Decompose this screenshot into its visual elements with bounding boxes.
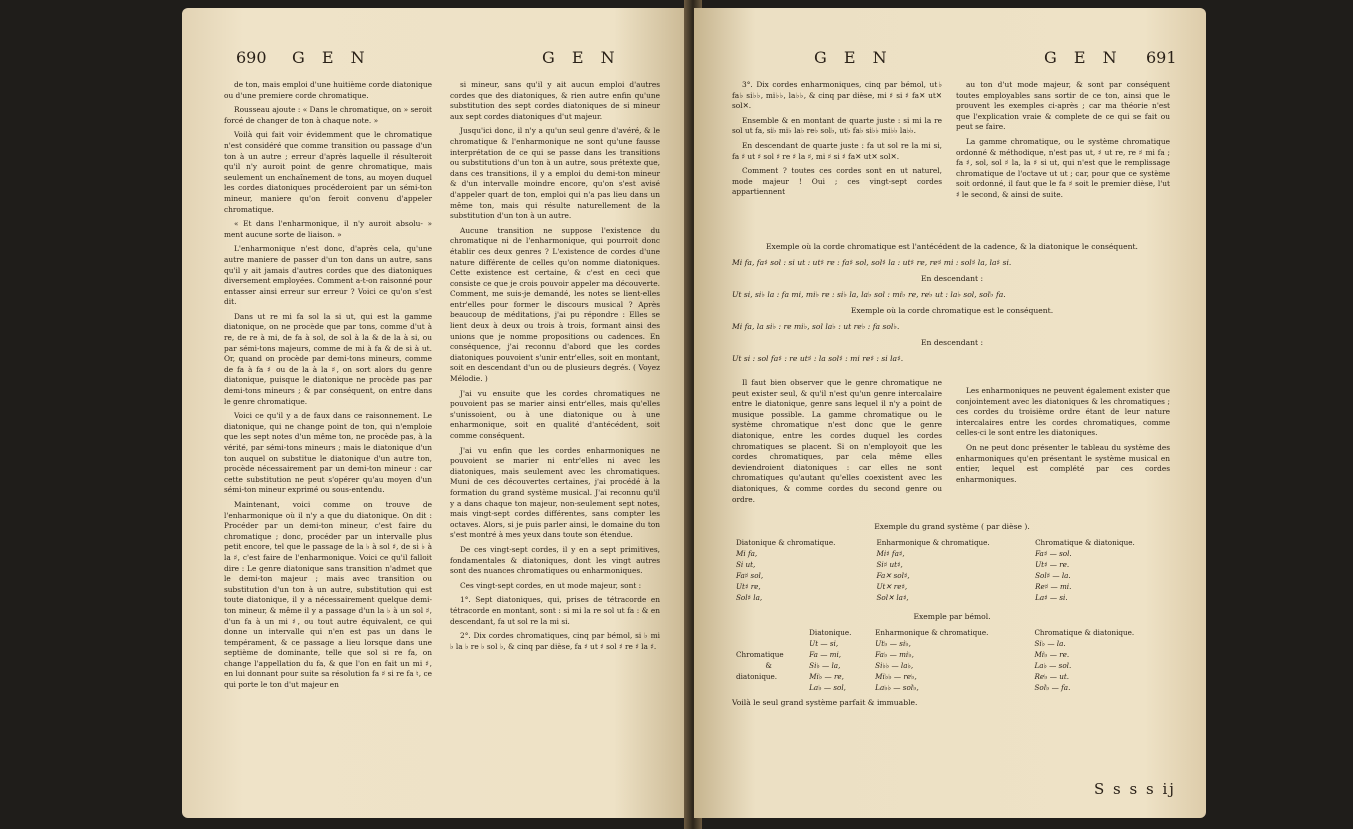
table-cell: Mi♭ — re. <box>1034 650 1070 659</box>
table-header: Chromatique & diatonique. <box>1034 628 1135 637</box>
right-running-head: G E N <box>814 48 893 67</box>
bottom-left-paragraph <box>732 378 942 509</box>
example-3-title: Exemple du grand système ( par dièse ). <box>874 522 1030 531</box>
table-cell: Mi♭♭ — re♭, <box>875 672 917 681</box>
paragraph: 3°. Dix cordes enharmoniques, cinq par bémol, ut♭ fa♭ si♭♭, mi♭♭, la♭♭, & cinq par dièse, mi ♯ si ♯ fa✕ ut✕ sol✕. <box>732 80 942 111</box>
table-cell: Mi fa, <box>736 549 758 558</box>
table-cell: Fa♭ — mi♭, <box>875 650 914 659</box>
example-1-title: Exemple où la corde chromatique est l'antécédent de la cadence, & la diatonique le conséquent. <box>766 242 1138 251</box>
paragraph: Ces vingt-sept cordes, en ut mode majeur, sont : <box>460 580 642 590</box>
table-cell: Si♭ — la, <box>809 661 841 670</box>
paragraph: Ensemble & en montant de quarte juste : si mi la re sol ut fa, si♭ mi♭ la♭ re♭ sol♭, ut♭ fa♭ si♭♭ mi♭♭ la♭♭. <box>732 115 942 136</box>
paragraph: Aucune transition ne suppose l'existence du chromatique ni de l'enharmonique, qui pourroit donc établir ces deux genres ? L'existence de cordes d'une nature différente de celles qu'on nomme diatoniques. Cette existence est certaine, & c'est en ceci que consiste ce que je crois pouvoir appeler ma découverte. Comment, me suis-je demandé, les notes se lient-elles entr'elles pour former le discours musical ? Après beaucoup de méditations, j'ai pu répondre : Elles se lient deux à deux ou trois à trois, formant ainsi des unions que je nomme propositions ou cadences. En conséquence, j'ai reconnu d'abord que les cordes diatoniques pouvoient s'unir entr'elles, soit en montant, soit en descendant d'un ou de plusieurs degrés. ( Voyez Mélodie. ) <box>450 225 660 384</box>
paragraph: Maintenant, voici comme on trouve de l'enharmonique où il n'y a que du diatonique. On dit : Procéder par un demi-ton mineur, c'est faire du chromatique ; donc, procéder par un intervalle plus petit encore, tel que le passage de la ♭ à sol ♯, de si ♭ à la ♯, c'est faire de l'enharmonique. Voici ce qu'il falloit dire : Le genre diatonique sans transition n'admet que le demi-ton majeur ; mais avec transition ou substitution d'un ton à un autre, substitution qui est toute diatonique, il y a nécessairement quelque demi-ton mineur, & même il y a passage d'un la ♭ à un sol ♯, d'un fa à un mi ♯, ou tout autre équivalent, ce qui donne un intervalle qui n'en est pas un dans le tempérament, & ce passage a lieu lorsque dans une septième de dominante, telle que sol si re fa, on change l'appellation du fa, & que l'on en fait un mi ♯, en lui donnant pour suite sa résolution fa ♯ si re fa ♮, ce qui porte le ton d'ut majeur en <box>224 499 432 690</box>
paragraph: 2°. Dix cordes chromatiques, cinq par bémol, si ♭ mi ♭ la ♭ re ♭ sol ♭, & cinq par dièse, fa ♯ ut ♯ sol ♯ re ♯ la ♯. <box>450 631 660 651</box>
table-row <box>732 559 1172 570</box>
closing-line: Voilà le seul grand système parfait & immuable. <box>732 698 918 707</box>
paragraph: « Et dans l'enharmonique, il n'y auroit absolu- » ment aucune sorte de liaison. » <box>224 219 432 239</box>
paragraph: de ton, mais emploi d'une huitième corde diatonique ou d'une premiere corde chromatique. <box>224 80 432 100</box>
table-cell: Re♯ — mi. <box>1035 582 1072 591</box>
side-label: Chromatique & diatonique. <box>736 650 784 681</box>
example-2-desc: En descendant : <box>920 338 984 347</box>
paragraph: Dans ut re mi fa sol la si ut, qui est la gamme diatonique, on ne procède que par tons, comme d'ut à re, de re à mi, de fa à sol, de sol à la & de la à si, ou par sémi-tons majeurs, comme de mi à fa & de si à ut. Or, quand on procède par demi-tons mineurs, comme de fa à fa ♯ ou de la à la ♯, on sort alors du genre diatonique, puisque le diatonique ne procède pas par demi-tons mineurs ; & par conséquent, on entre dans le genre chromatique. <box>224 311 432 406</box>
paragraph: L'enharmonique n'est donc, d'après cela, qu'une autre maniere de passer d'un ton dans un autre, sans qu'il y ait jamais d'autres cordes que des diatoniques diversement employées. Comment a-t-on raisonné pour entasser ainsi erreur sur erreur ? Voici ce qu'on s'est dit. <box>224 244 432 307</box>
table-cell: Sol♯ — la. <box>1035 571 1071 580</box>
example-1-desc: En descendant : <box>920 274 984 283</box>
table-header: Diatonique & chromatique. <box>736 538 836 547</box>
example-1-line-2: Ut si, si♭ la : fa mi, mi♭ re : si♭ la, la♭ sol : mi♭ re, re♭ ut : la♭ sol, sol♭ fa. <box>732 290 1006 299</box>
flat-system-table <box>732 627 1172 693</box>
table-cell: Re♭ — ut. <box>1034 672 1070 681</box>
examples-section <box>732 236 1172 366</box>
example-1-line: Mi fa, fa♯ sol : si ut : ut♯ re : fa♯ sol, sol♯ la : ut♯ re, re♯ mi : sol♯ la, la♯ si. <box>732 258 1012 267</box>
left-page <box>182 8 690 818</box>
table-cell: La♭ — sol. <box>1034 661 1072 670</box>
table-cell: Sol✕ la♯, <box>876 593 909 602</box>
paragraph: Voici ce qu'il y a de faux dans ce raisonnement. Le diatonique, qui ne change point de ton, qui n'emploie que les sept notes d'un même ton, ne procède pas, à la vérité, par sémi-tons mineurs ; mais le diatonique d'un ton auquel on substitue le diatonique d'un autre ton, procède nécessairement par un demi-ton mineur : car cette substitution ne peut s'opérer qu'au moyen d'un sémi-ton mineur exprimé ou sous-entendu. <box>224 411 432 495</box>
example-2-line-2: Ut si : sol fa♯ : re ut♯ : la sol♯ : mi re♯ : si la♯. <box>732 354 904 363</box>
table-header: Enharmonique & chromatique. <box>876 538 990 547</box>
table-cell: Mi♭ — re, <box>809 672 844 681</box>
paragraph: Les enharmoniques ne peuvent également exister que conjointement avec les diatoniques & les chromatiques ; ces cordes du troisième ordre étant de leur nature intercalaires entre les cordes chromatiques, comme celles-ci le sont entre les diatoniques. <box>956 386 1170 438</box>
table-cell: Si♭♭ — la♭, <box>875 661 914 670</box>
right-running-head-2: G E N <box>1044 48 1123 67</box>
table-row <box>732 592 1172 603</box>
grand-system-table <box>732 537 1172 603</box>
paragraph: Jusqu'ici donc, il n'y a qu'un seul genre d'avéré, & le chromatique & l'enharmonique ne sont qu'une fausse interprétation de ce qui se passe dans les transitions ou substitutions d'un ton à un autre, sous prétexte que, dans ces transitions, il y a emploi du demi-ton mineur & d'un intervalle moindre encore, qu'on s'est avisé d'appeler quart de ton, emploi qui n'a pas lieu dans un même ton, mais qui résulte naturellement de la substitution d'un ton à un autre. <box>450 126 660 221</box>
paragraph: En descendant de quarte juste : fa ut sol re la mi si, fa ♯ ut ♯ sol ♯ re ♯ la ♯, mi ♯ si ♯ fa✕ ut✕ sol✕. <box>732 140 942 161</box>
table-row <box>732 548 1172 559</box>
paragraph: De ces vingt-sept cordes, il y en a sept primitives, fondamentales & diatoniques, dont les vingt autres sont des nuances chromatiques ou enharmoniques. <box>450 544 660 576</box>
table-cell: Ut — si, <box>809 639 839 648</box>
table-cell: Mi♯ fa♯, <box>876 549 905 558</box>
table-header: Chromatique & diatonique. <box>1035 538 1135 547</box>
table-header-row <box>732 537 1172 548</box>
bottom-right-paragraphs <box>956 386 1170 489</box>
paragraph: 1°. Sept diatoniques, qui, prises de tétracorde en tétracorde en montant, sont : si mi la re sol ut fa : & en descendant, fa ut sol re la mi si. <box>450 595 660 626</box>
table-cell: Fa✕ sol♯, <box>876 571 910 580</box>
left-running-head: G E N <box>292 48 371 67</box>
table-cell: Fa — mi, <box>809 650 842 659</box>
left-column-2 <box>450 80 660 656</box>
table-cell: Ut♯ — re. <box>1035 560 1070 569</box>
example-2-title: Exemple où la corde chromatique est le conséquent. <box>850 306 1054 315</box>
table-cell: La♭♭ — sol♭, <box>875 683 919 692</box>
right-column-2 <box>956 80 1170 205</box>
paragraph: Rousseau ajoute : « Dans le chromatique, on » seroit forcé de changer de ton à chaque note. » <box>224 105 432 125</box>
right-page <box>694 8 1206 818</box>
left-column-1 <box>224 80 432 695</box>
table-header: Enharmonique & chromatique. <box>875 628 989 637</box>
table-cell: Ut♭ — si♭, <box>875 639 911 648</box>
table-cell: Ut♯ re, <box>736 582 761 591</box>
table-row <box>732 570 1172 581</box>
example-4-title: Exemple par bémol. <box>913 612 991 621</box>
table-row <box>732 638 1172 649</box>
right-page-number: 691 <box>1146 48 1177 67</box>
left-page-number: 690 <box>236 48 267 67</box>
paragraph: Voilà qui fait voir évidemment que le chromatique n'est considéré que comme transition ou passage d'un ton à un autre ; erreur d'après laquelle il résulteroit qu'il n'y auroit point de genre chromatique, mais seulement un enchaînement de tons, au moyen duquel les cordes diatoniques procéderoient par un sémi-ton mineur, maniere qu'on feroit convenu d'appeler chromatique. <box>224 130 432 214</box>
paragraph: au ton d'ut mode majeur, & sont par conséquent toutes employables sans sortir de ce ton, ainsi que le prouvent les exemples ci-après ; car ma théorie n'est que l'explication vraie & complete de ce qui se fait ou peut se faire. <box>956 80 1170 132</box>
paragraph: On ne peut donc présenter le tableau du système des enharmoniques qu'en présentant le système musical en entier, lequel est complété par ces cordes enharmoniques. <box>956 442 1170 484</box>
table-row <box>732 581 1172 592</box>
table-cell: Fa♯ sol, <box>736 571 764 580</box>
table-cell: Sol♯ la, <box>736 593 763 602</box>
table-cell: Fa♯ — sol. <box>1035 549 1072 558</box>
left-running-head-2: G E N <box>542 48 621 67</box>
example-2-line: Mi fa, la si♭ : re mi♭, sol la♭ : ut re♭ : fa sol♭. <box>732 322 900 331</box>
table-header-row <box>732 627 1172 638</box>
paragraph: Comment ? toutes ces cordes sont en ut naturel, mode majeur ! Oui ; ces vingt-sept cordes appartiennent <box>732 166 942 197</box>
paragraph: J'ai vu ensuite que les cordes chromatiques ne pouvoient pas se marier ainsi entr'elles, mais qu'elles s'unissoient, ou à une diatonique ou à une enharmonique, soit en qualité d'antécédent, soit comme conséquent. <box>450 388 660 440</box>
right-column-1 <box>732 80 942 202</box>
paragraph: Il faut bien observer que le genre chromatique ne peut exister seul, & qu'il n'est qu'un genre intercalaire entre le diatonique, genre sans lequel il n'y a point de musique possible. La gamme chromatique ou le système chromatique n'est donc que le genre diatonique, entre les cordes duquel les cordes chromatiques se placent. Si on n'employoit que les cordes chromatiques, par cela même elles deviendroient diatoniques : car elles ne sont chromatiques qu'autant qu'elles coexistent avec les diatoniques, & comme cordes du second genre ou ordre. <box>732 378 942 504</box>
table-cell: La♭ — sol, <box>809 683 846 692</box>
table-cell: Si ut, <box>736 560 756 569</box>
table-header: Diatonique. <box>809 628 852 637</box>
paragraph: J'ai vu enfin que les cordes enharmoniques ne pouvoient se marier ni entr'elles ni avec les diatoniques, mais seulement avec les chromatiques. Muni de ces découvertes certaines, j'ai procédé à la formation du grand système musical. J'ai reconnu qu'il y a dans chaque ton majeur, non-seulement sept notes, mais vingt-sept cordes différentes, sans compter les octaves. Alors, si je puis parler ainsi, le domaine du ton s'est montré à mes yeux dans toute son étendue. <box>450 445 660 540</box>
table-cell: Si♯ ut♯, <box>876 560 903 569</box>
paragraph: si mineur, sans qu'il y ait aucun emploi d'autres cordes que des diatoniques, & rien autre enfin qu'une substitution des sept cordes diatoniques de si mineur aux sept cordes diatoniques d'ut majeur. <box>450 80 660 121</box>
table-cell: Si♭ — la. <box>1034 639 1066 648</box>
paragraph: La gamme chromatique, ou le système chromatique ordonné & méthodique, n'est pas ut, ♯ ut re, re ♯ mi fa ; fa ♯, sol, sol ♯ la, la ♯ si ut, qui n'est que le remplissage chromatique de l'octave ut ut ; car, pour que ce système soit ordonné, il faut que le fa ♯ soit le premier dièse, l'ut ♯ le second, & ainsi de suite. <box>956 136 1170 199</box>
table-cell: La♯ — si. <box>1035 593 1068 602</box>
grand-system-example <box>732 516 1172 710</box>
table-cell: Ut✕ re♯, <box>876 582 908 591</box>
table-cell: Sol♭ — fa. <box>1034 683 1071 692</box>
signature-mark: S s s s ij <box>1094 780 1176 798</box>
